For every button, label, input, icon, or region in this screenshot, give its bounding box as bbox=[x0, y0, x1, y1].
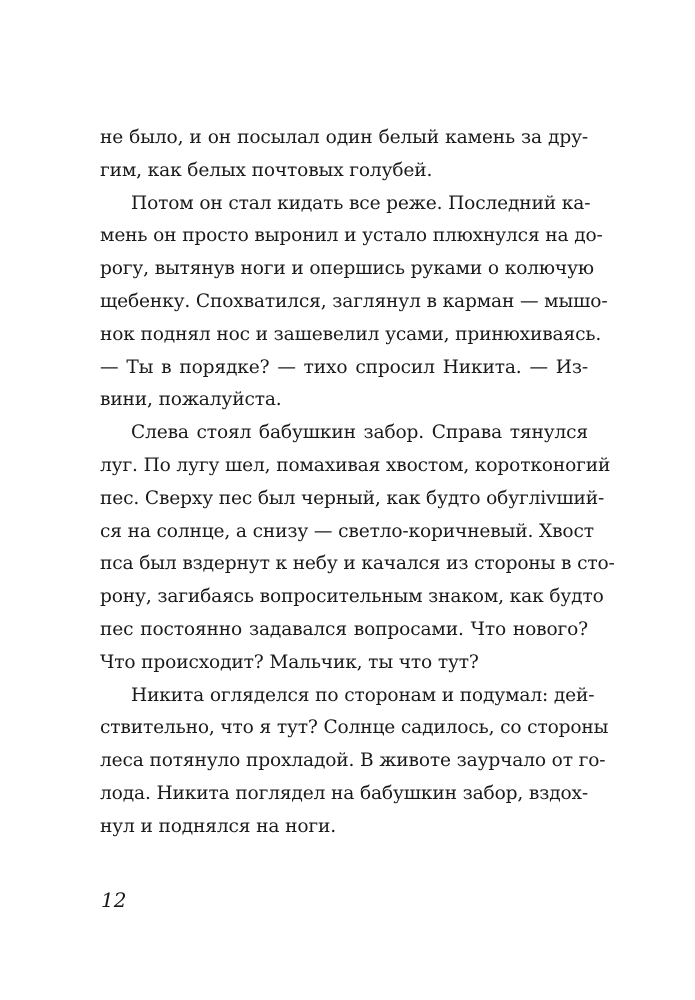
text-line: гим, как белых почтовых голубей. bbox=[100, 159, 433, 181]
text-line: Что происходит? Мальчик, ты что тут? bbox=[100, 651, 479, 673]
body-text bbox=[100, 122, 615, 844]
text-line: ствительно, что я тут? Солнце садилось, со стороны bbox=[100, 717, 609, 739]
text-line: Никита огляделся по сторонам и подумал: дей- bbox=[131, 684, 595, 706]
text-line: луг. По лугу шел, помахивая хвостом, коротконогий bbox=[100, 454, 611, 476]
text-line: ся на солнце, а снизу — светло-коричневый. Хвост bbox=[100, 520, 594, 542]
text-line: Потом он стал кидать все реже. Последний ка- bbox=[131, 192, 591, 214]
text-line: мень он просто выронил и устало плюхнулся на до- bbox=[100, 225, 603, 247]
text-line: Слева стоял бабушкин забор. Справа тянулся bbox=[131, 422, 588, 444]
text-line: пса был вздернут к небу и качался из стороны в сто- bbox=[100, 553, 615, 575]
text-line: рогу, вытянув ноги и опершись руками о колючую bbox=[100, 258, 594, 280]
text-line: щебенку. Спохватился, заглянул в карман — мышо- bbox=[100, 290, 608, 312]
text-line: лода. Никита поглядел на бабушкин забор, вздох- bbox=[100, 782, 589, 804]
text-line: леса потянуло прохладой. В животе заурчало от го- bbox=[100, 750, 606, 772]
text-line: пес. Сверху пес был черный, как будто обуглivший- bbox=[100, 487, 605, 509]
text-line: нул и поднялся на ноги. bbox=[100, 815, 336, 837]
text-line: нок поднял нос и зашевелил усами, принюхиваясь. bbox=[100, 323, 602, 345]
text-line: рону, загибаясь вопросительным знаком, как будто bbox=[100, 586, 604, 608]
text-line: вини, пожалуйста. bbox=[100, 389, 282, 411]
text-line: пес постоянно задавался вопросами. Что нового? bbox=[100, 618, 588, 640]
text-line: не было, и он посылал один белый камень за дру- bbox=[100, 127, 588, 148]
text-line: — Ты в порядке? — тихо спросил Никита. — Из- bbox=[100, 356, 588, 378]
page-number: 12 bbox=[101, 888, 127, 912]
